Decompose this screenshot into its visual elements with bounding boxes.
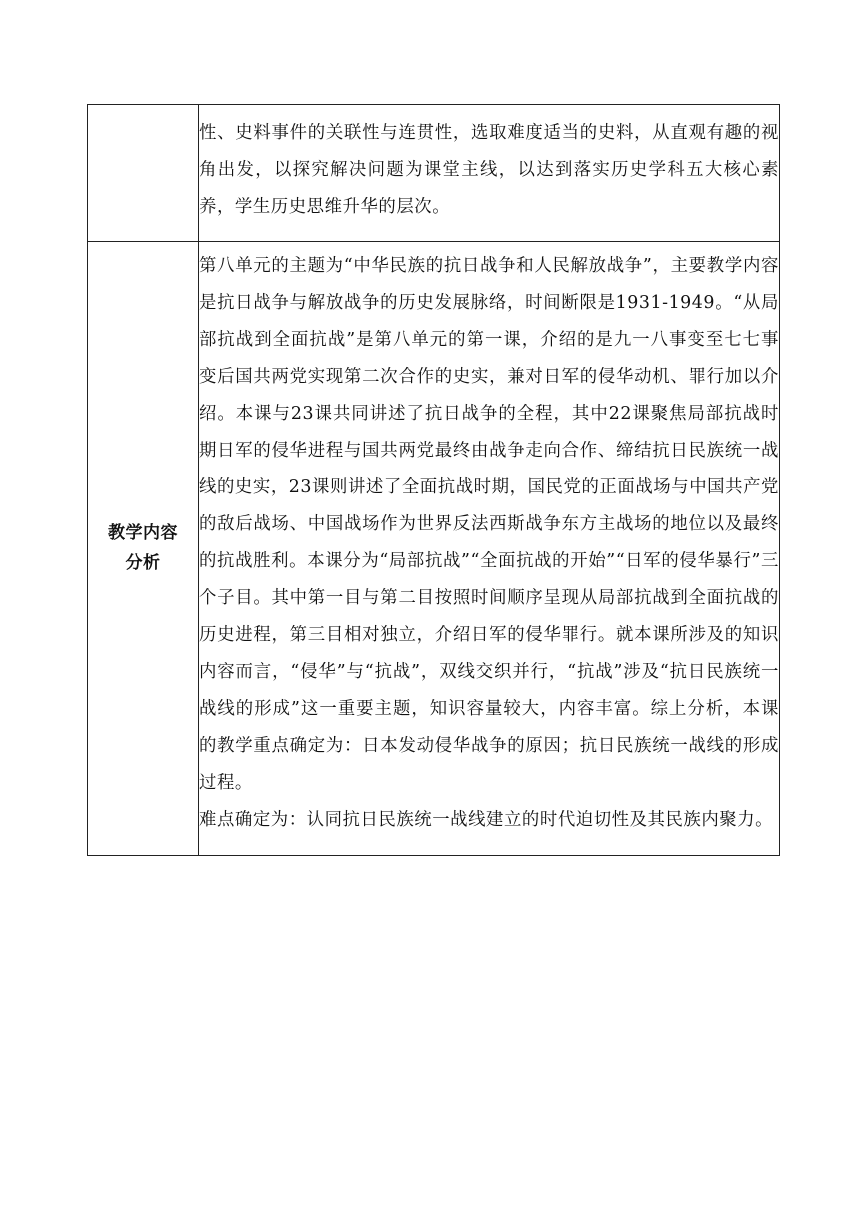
lesson-plan-table	[87, 104, 780, 856]
row-label-cell-empty	[88, 105, 199, 242]
row-label-cell	[88, 242, 199, 856]
difficulty-paragraph: 难点确定为：认同抗日民族统一战线建立的时代迫切性及其民族内聚力。	[199, 809, 774, 830]
table-row	[88, 242, 780, 856]
row-label-line2: 分析	[125, 553, 161, 574]
row-content-cell	[199, 242, 780, 856]
analysis-paragraph: 第八单元的主题为“中华民族的抗日战争和人民解放战争”，主要教学内容是抗日战争与解放战争的历史发展脉络，时间断限是1931-1949。“从局部抗战到全面抗战”是第八单元的第一课，介绍的是九一八事变至七七事变后国共两党实现第二次合作的史实，兼对日军的侵华动机、罪行加以介绍。本课与23课共同讲述了抗日战争的全程，其中22课聚焦局部抗战时期日军的侵华进程与国共两党最终由战争走向合作、缔结抗日民族统一战线的史实，23课则讲述了全面抗战时期，国民党的正面战场与中国共产党的敌后战场、中国战场作为世界反法西斯战争东方主战场的地位以及最终的抗战胜利。本课分为“局部抗战”“全面抗战的开始”“日军的侵华暴行”三个子目。其中第一目与第二目按照时间顺序呈现从局部抗战到全面抗战的历史进程，第三目相对独立，介绍日军的侵华罪行。就本课所涉及的知识内容而言，“侵华”与“抗战”，双线交织并行，“抗战”涉及“抗日民族统一战线的形成”这一重要主题，知识容量较大，内容丰富。综上分析，本课的教学重点确定为：日本发动侵华战争的原因；抗日民族统一战线的形成过程。	[199, 256, 779, 793]
continued-paragraph: 性、史料事件的关联性与连贯性，选取难度适当的史料，从直观有趣的视角出发，以探究解决问题为课堂主线，以达到落实历史学科五大核心素养，学生历史思维升华的层次。	[199, 123, 779, 217]
row-content-cell	[199, 105, 780, 242]
table-row	[88, 105, 780, 242]
row-label-line1: 教学内容	[108, 523, 178, 544]
